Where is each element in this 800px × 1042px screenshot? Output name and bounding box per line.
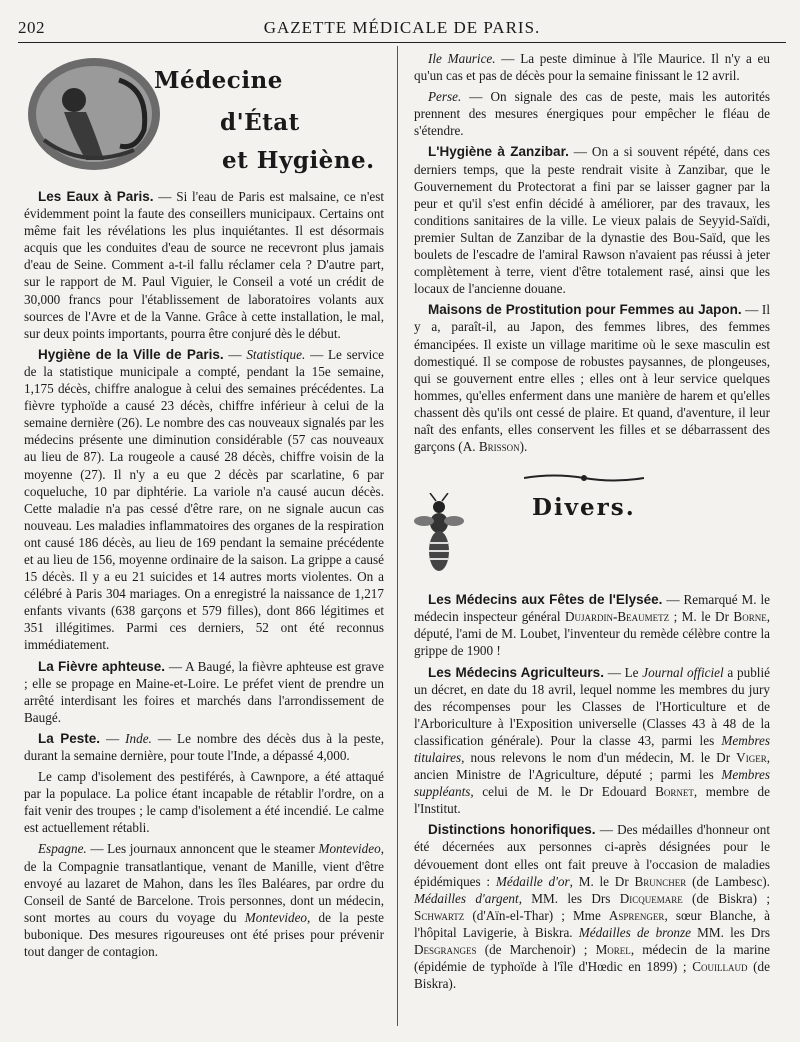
- article-eaux: [24, 188, 384, 342]
- article-text: , de la peste bubonique. Des mesures rigoureuses ont été prises pour prévenir tout danger de contagion.: [24, 909, 385, 960]
- author-name: Brisson: [478, 439, 520, 455]
- article-heading: Les Médecins Agriculteurs.: [428, 664, 604, 680]
- article-text: (de Biskra) ;: [682, 890, 771, 906]
- article-peste: [24, 730, 384, 764]
- publication-name: Journal officiel: [642, 664, 724, 680]
- dash: —: [223, 346, 247, 362]
- article-text: — On signale des cas de peste, mais les autorités prennent des mesures énergiques pour empêcher le fléau de s'étendre.: [414, 89, 770, 139]
- article-elysee: [414, 591, 770, 659]
- right-column: [414, 50, 770, 996]
- person-name: Morel: [595, 942, 631, 958]
- article-heading: Distinctions honorifiques.: [428, 822, 596, 838]
- article-text: MM. les Drs: [691, 924, 770, 940]
- person-name: Borne: [733, 609, 767, 625]
- article-text: — Les journaux annoncent que le steamer: [86, 841, 319, 857]
- italic-term: Médailles d'argent: [414, 890, 519, 906]
- article-text: — Le nombre des décès dus à la peste, durant la semaine dernière, pour toute l'Inde, a dépassé 4,000.: [24, 730, 385, 763]
- bee-icon: [414, 493, 464, 579]
- article-text: — On a si souvent répété, dans ces derniers temps, que la peste rendrait visite à Zanzibar, que le Gouvernement du Protectorat a fini par se laisser gagner par la peur et qu'il s'est enfin décidé à améliorer, par des travaux, les conditions sanitaires de la ville. Le vieux palais de Seyyid-Saïdi, premier Sultan de Zanzibar de la dynastie des Bou-Saïd, que les boulets de l'escadre de l'amiral Rawson n'avaient pas réussi à jeter complètement à terre, vient d'être totalement rasé, ainsi que les locaux de l'ancienne douane.: [414, 144, 770, 297]
- article-heading: La Fièvre aphteuse.: [38, 658, 166, 674]
- italic-term: Membres titulaires: [414, 732, 770, 765]
- article-maisons: [414, 301, 770, 455]
- article-text: — Le service de la statistique municipale a compté, pendant la 15e semaine, 1,175 décès, chiffre analogue à celui des semaines précédentes. La fièvre typhoïde a causé 23 décès, chiffre inférieur à celui de la semaine dernière (26). Le nombre des cas nouveaux signalés par les médecins présente une diminution considérable (57 cas nouveaux au lieu de 87). La rougeole a causé 28 décès, chiffre voisin de la moyenne (27). Il n'y a eu que 2 décès par scarlatine, 6 par coqueluche, 10 par diphtérie. La variole n'a causé aucun décès. Cette maladie n'a pas cessé d'être rare, on ne signale aucun cas nouveau. Les maladies inflammatoires des organes de la respiration ont causé 186 décès, au lieu de 169 pendant la semaine précédente et au lieu de 156, moyenne ordinaire de la saison. La grippe a causé 15 décès. Il y a eu 21 suicides et 14 autres morts violentes. On a célébré à Paris 304 mariages. On a enregistré la naissance de 1,217 enfants vivants (638 garçons et 579 filles), dont 866 légitimes et 351 illégitimes. Parmi ces derniers, 52 ont été reconnus immédiatement.: [24, 346, 385, 653]
- article-text: — Il y a, paraît-il, au Japon, des femmes libres, des femmes émancipées. Il existe un village maritime où le sexe masculin est domestiqué. Il se compose de robustes paysannes, de plongeuses, qui se gouvernent entre elles ; elles ont à leur service quelques hommes, qu'elles enferment dans une manière de harem et qu'elles chassent dès qu'ils ont cessé de plaire. Et quand, d'aventure, il leur naît des enfants, elles conservent les filles et se débarrassent des garçons (A.: [414, 302, 770, 455]
- article-espagne: [24, 840, 384, 960]
- article-maurice: [414, 50, 770, 84]
- page-header: [18, 16, 786, 43]
- italic-term: Membres suppléants: [414, 767, 770, 800]
- article-text: , député, l'ami de M. Loubet, l'inventeur du remède célèbre contre la grippe de 1900 !: [414, 609, 770, 659]
- engraving-illustration: [24, 50, 174, 178]
- column-rule: [397, 46, 398, 1026]
- article-subhead: Statistique.: [246, 346, 306, 362]
- article-heading: Hygiène de la Ville de Paris.: [38, 346, 224, 362]
- article-fievre: [24, 658, 384, 726]
- article-text: , celui de M. le Dr Edouard: [470, 784, 656, 800]
- article-hygiene-paris: [24, 346, 384, 654]
- person-name: Bornet: [655, 784, 694, 800]
- article-subhead: Ile Maurice.: [428, 51, 496, 66]
- banner-line-2: d'État: [220, 109, 300, 136]
- article-text: , MM. les Drs: [518, 890, 620, 906]
- article-text: , de la Compagnie transatlantique, venant de Manille, vient d'être envoyé au lazaret de Mahon, dans les îles Baléares, par ordre du Conseil de Santé de Barcelone. Trois personnes, dont un médecin, sont mortes au cours du voyage du: [24, 841, 384, 925]
- article-text: a publié un décret, en date du 18 avril, lequel nomme les membres du jury des récompenses pour les Classes de l'Horticulture et de l'Arboriculture à l'Exposition universelle (Classes 43 à 48 de la classification générale). Pour la classe 43, parmi les: [414, 664, 770, 748]
- person-name: Asprenger: [608, 907, 665, 923]
- person-name: Bruncher: [634, 873, 687, 889]
- article-text: ).: [519, 439, 528, 455]
- article-subhead: Perse.: [428, 89, 462, 105]
- person-name: Couillaud: [692, 959, 748, 975]
- banner-line-3: et Hygiène.: [222, 147, 375, 174]
- section-banner: [24, 50, 384, 182]
- banner-line-1: Médecine: [154, 67, 283, 94]
- ship-name: Montevideo: [244, 909, 308, 925]
- article-text: — Des médailles d'honneur ont été décernées aux personnes ci-après désignées pour le dévouement dont elles ont fait preuve à l'occasion de maladies épidémiques :: [414, 822, 770, 889]
- article-subhead: Espagne.: [38, 841, 87, 857]
- divers-title: Divers.: [532, 494, 636, 522]
- ship-name: Montevideo: [318, 841, 381, 857]
- article-heading: La Peste.: [38, 730, 100, 746]
- divers-banner: [414, 469, 770, 587]
- left-column: [24, 50, 384, 964]
- page-number: 202: [18, 18, 45, 37]
- article-text: — Le: [603, 664, 643, 680]
- article-agriculteurs: [414, 664, 770, 818]
- article-text: (de Lambesc).: [686, 873, 770, 889]
- person-name: Dicquemare: [619, 890, 683, 906]
- article-subhead: Inde.: [125, 730, 152, 746]
- person-name: Schwartz: [414, 907, 465, 923]
- article-zanzibar: [414, 143, 770, 297]
- article-text: (d'Aïn-el-Thar) ; Mme: [464, 907, 609, 923]
- article-text: , membre de l'Institut.: [414, 784, 770, 817]
- article-text: — Remarqué M. le médecin inspecteur général: [414, 592, 771, 625]
- article-text: (de Marchenoir) ;: [476, 942, 596, 958]
- article-perse: [414, 88, 770, 139]
- article-heading: Les Médecins aux Fêtes de l'Elysée.: [428, 592, 663, 608]
- article-text: (de Biskra).: [414, 959, 770, 992]
- dash: —: [99, 730, 126, 746]
- article-heading: L'Hygiène à Zanzibar.: [428, 144, 569, 160]
- ornament-divider: [524, 473, 644, 483]
- article-heading: Les Eaux à Paris.: [38, 189, 154, 204]
- journal-title: GAZETTE MÉDICALE DE PARIS.: [263, 18, 541, 37]
- article-text: , médecin de la marine (épidémie de typhoïde à l'île d'Hœdic en 1899) ;: [414, 942, 770, 975]
- article-text: , M. le Dr: [569, 873, 635, 889]
- italic-term: Médaille d'or: [495, 873, 570, 889]
- article-text: — A Baugé, la fièvre aphteuse est grave ; elle se propage en Maine-et-Loire. Le préfet vient de prendre un arrêté interdisant les foires et marchés dans l'arrondissement de Baugé.: [24, 658, 384, 725]
- article-text: — Si l'eau de Paris est malsaine, ce n'est évidemment point la faute des conseillers municipaux. Certains ont même fait les révélations les plus inquiétantes. Il est désormais acquis que les conduites d'eau de source ne recevront plus jamais d'eau de Seine. Comment a-t-il fallu réclamer cela ? D'autre part, sur le rapport de M. Paul Viguier, le Conseil a voté un crédit de 30,000 francs pour l'établissement de laboratoires volants aux sources de l'Avre et de la Vanne. Grâce à cette installation, le mal, sur deux points importants, pourra être conjuré dès le début.: [24, 189, 384, 341]
- article-distinctions: [414, 821, 770, 992]
- italic-term: Médailles de bronze: [578, 924, 691, 940]
- person-name: Viger: [736, 750, 767, 765]
- person-name: Desgranges: [414, 942, 477, 958]
- article-text: , nous relevons le nom d'un médecin, M. le Dr: [461, 750, 737, 765]
- article-text: ; M. le Dr: [669, 609, 734, 625]
- article-heading: Maisons de Prostitution pour Femmes au Japon.: [428, 302, 742, 318]
- article-camp: Le camp d'isolement des pestiférés, à Cawnpore, a été attaqué par la populace. La police étant incapable de rétablir l'ordre, on a fait venir des troupes ; le camp d'isolement a été incendié. Le calme est actuellement rétabli.: [24, 769, 384, 836]
- article-text: , ancien Ministre de l'Agriculture, député ; parmi les: [414, 750, 770, 783]
- article-text: , sœur Blanche, à l'hôpital Lavigerie, à Biskra.: [414, 907, 771, 940]
- article-text: — La peste diminue à l'île Maurice. Il n'y a eu qu'un cas et pas de décès pour la semaine finissant le 12 avril.: [414, 51, 770, 84]
- person-name: Dujardin-Beaumetz: [564, 609, 670, 625]
